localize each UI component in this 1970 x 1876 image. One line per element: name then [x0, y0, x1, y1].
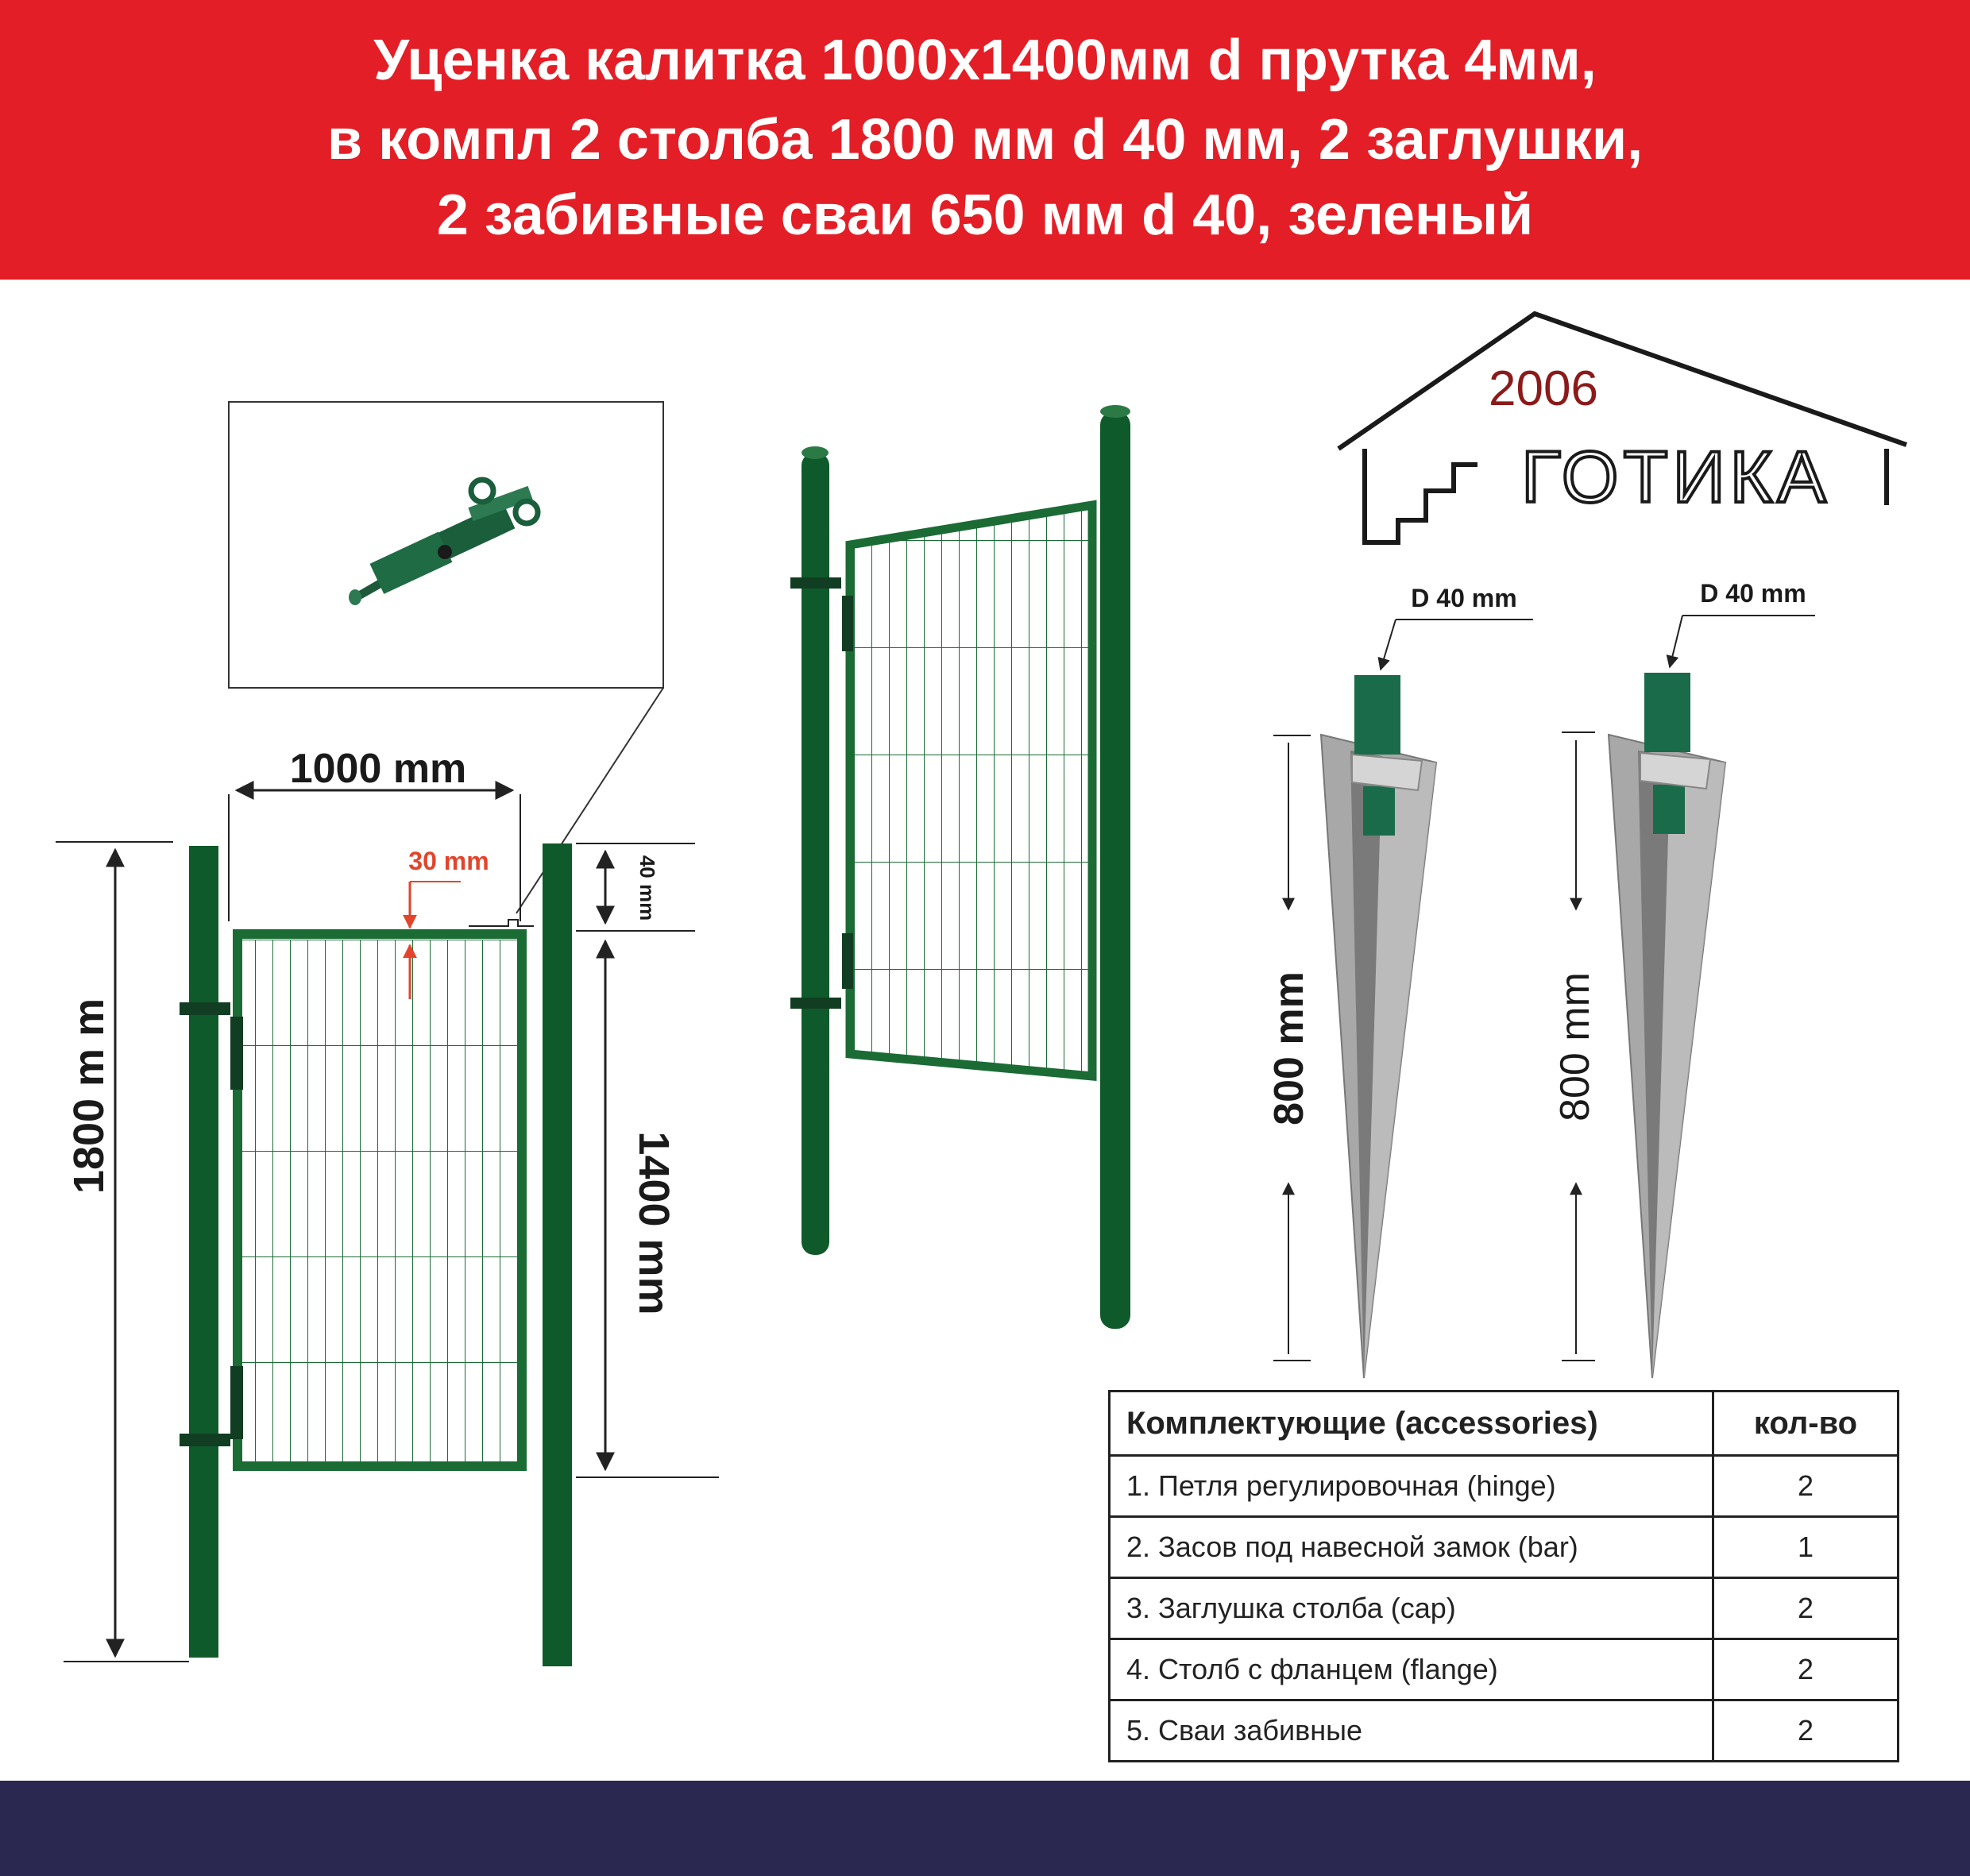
row-qty: 2 [1713, 1578, 1899, 1639]
top-offset-label: 40 mm [635, 855, 659, 921]
title-line-2: в компл 2 столба 1800 мм d 40 мм, 2 заглушки, [326, 108, 1644, 172]
table-row [1110, 1456, 1899, 1517]
row-qty: 2 [1713, 1639, 1899, 1700]
table-row [1110, 1639, 1899, 1700]
gate-3d-view [790, 405, 1130, 1329]
gate-height-label: 1400 mm [630, 1131, 678, 1315]
logo-brand: ГОТИКА [1521, 437, 1831, 518]
title-line-3: 2 забивные сваи 650 мм d 40, зеленый [436, 183, 1534, 247]
logo-year: 2006 [1489, 361, 1598, 416]
pile-left [1273, 620, 1533, 1378]
row-qty: 2 [1713, 1456, 1899, 1517]
row-name: 1. Петля регулировочная (hinge) [1110, 1456, 1713, 1517]
pile-right-diameter: D 40 mm [1700, 579, 1806, 608]
header-name: Комплектующие (accessories) [1110, 1392, 1713, 1456]
gotika-logo [1338, 314, 1906, 542]
row-qty: 1 [1713, 1517, 1899, 1578]
right-post [543, 843, 572, 1666]
row-qty: 2 [1713, 1700, 1899, 1762]
table-row [1110, 1517, 1899, 1578]
pile-right-length: 800 mm [1552, 972, 1598, 1121]
pile-left-diameter: D 40 mm [1411, 584, 1517, 612]
stairs-icon [1365, 449, 1478, 542]
latch-detail-box [229, 402, 663, 913]
pile-right-cap [1644, 673, 1690, 752]
front-gate-view [180, 843, 572, 1666]
header-qty: кол-во [1713, 1392, 1899, 1456]
post-3d-right [1100, 411, 1130, 1329]
post-height-label: 1800 m m [65, 998, 113, 1195]
left-post [189, 846, 218, 1658]
table-row [1110, 1700, 1899, 1762]
roof-icon [1338, 314, 1906, 449]
hinge-bottom [230, 1366, 243, 1439]
post-3d-left [802, 453, 829, 1255]
hinge-top [230, 1017, 243, 1090]
row-name: 4. Столб с фланцем (flange) [1110, 1639, 1713, 1700]
table-header-row [1110, 1392, 1899, 1456]
accessories-table [1108, 1390, 1899, 1762]
row-name: 5. Сваи забивные [1110, 1700, 1713, 1762]
table-row [1110, 1578, 1899, 1639]
width-label: 1000 mm [289, 746, 467, 792]
pile-right [1562, 616, 1815, 1378]
pile-left-length: 800 mm [1266, 971, 1312, 1125]
gap-label: 30 mm [408, 847, 489, 875]
pile-left-cap [1354, 675, 1400, 755]
footer-bar [0, 1781, 1970, 1876]
latch-mark [469, 920, 534, 926]
row-name: 2. Засов под навесной замок (bar) [1110, 1517, 1713, 1578]
row-name: 3. Заглушка столба (cap) [1110, 1578, 1713, 1639]
title-line-1: Уценка калитка 1000х1400мм d прутка 4мм, [373, 29, 1597, 92]
